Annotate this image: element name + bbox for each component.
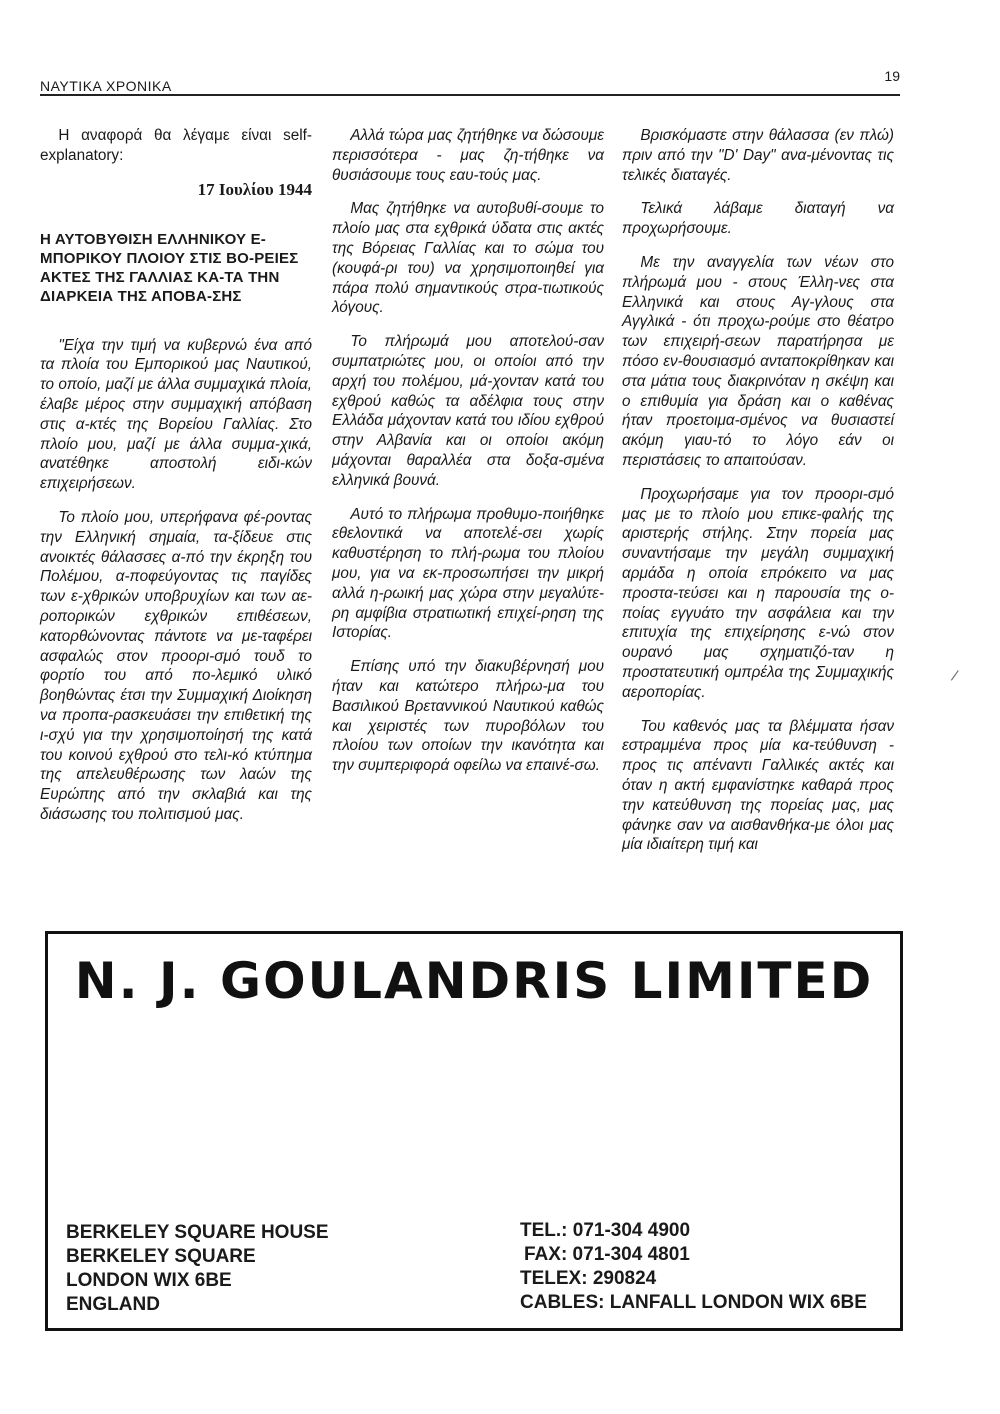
paragraph: Του καθενός μας τα βλέμματα ήσαν εστραμμένα προς μία κα-τεύθυνση - προς τις απέναντι Γαλλικές ακτές και όταν η ακτή εμφανίστηκε καθαρά προς την κατεύθυνση της πορείας μας, μας φάνηκε σαν να αισθανθήκα-με όλοι μας μία ιδιαίτερη τιμή και <box>622 717 894 854</box>
paragraph: Με την αναγγελία των νέων στο πλήρωμά μου - στους Έλλη-νες στα Ελληνικά και στους Αγ-γλους στα Αγγλικά - ότι προχω-ρούμε στο θέατρο των επιχειρή-σεων παρατήρησα με πόσο εν-θουσιασμό ανταποκρίθηκαν και στα μάτια τους διακρινόταν η σκέψη και ο επιθυμία για δράση και ο καθένας ήταν προετοιμα-σμένος να θυσιαστεί ακόμη γιαυ-τό το λόγο εάν οι περιστάσεις το απαιτούσαν. <box>622 253 894 469</box>
intro-text: Η αναφορά θα λέγαμε είναι self-explanatory: <box>40 127 312 164</box>
paragraph: Βρισκόμαστε στην θάλασσα (εν πλώ) πριν από την "D' Day" ανα-μένοντας τις τελικές διαταγές. <box>622 127 894 184</box>
company-contacts <box>520 1219 867 1315</box>
paragraph: "Είχα την τιμή να κυβερνώ ένα από τα πλοία του Εμπορικού μας Ναυτικού, το οποίο, μαζί με άλλα συμμαχικά πλοία, έλαβε μέρος στην συμμαχική απόβαση στις α-κτές της Βορείου Γαλλίας. Στο πλοίο μου, μαζί με άλλα συμμα-χικά, ανατέθηκε αποστολή ειδι-κών επιχειρήσεων. <box>40 336 312 493</box>
advertisement-box <box>45 931 903 1331</box>
paragraph: Το πλοίο μου, υπερήφανα φέ-ροντας την Ελληνική σημαία, τα-ξίδευε στις ανοικτές θάλασσες α-πό την έκρηξη του Πολέμου, α-ποφεύγοντας τις παγίδες των ε-χθρικών υποβρυχίων και των αε-ροπορικών εχθρικών επιθέσεων, κατορθώνοντας πάντοτε να με-ταφέρει ασφαλώς στον προορι-σμό τουδ το φορτίο του από πο-λεμικό υλικό βοηθώντας έτσι την Συμμαχική Διοίκηση να προπα-ρασκευάσει την επιθετική της ι-σχύ για την χρησιμοποίησή της κατά του κοινού εχθρού στο τελι-κό κτύπημα της απελευθέρωσης των λαών της Ευρώπης από την σκλαβιά και της διάσωσης του πολιτισμού μας. <box>40 508 312 823</box>
article-headline: Η ΑΥΤΟΒΥΘΙΣΗ ΕΛΛΗΝΙΚΟΥ Ε-ΜΠΟΡΙΚΟΥ ΠΛΟΙΟΥ ΣΤΙΣ ΒΟ-ΡΕΙΕΣ ΑΚΤΕΣ ΤΗΣ ΓΑΛΛΙΑΣ ΚΑ-ΤΑ ΤΗΝ ΔΙΑΡΚΕΙΑ ΤΗΣ ΑΠΟΒΑ-ΣΗΣ <box>40 230 299 305</box>
column-3 <box>622 126 894 869</box>
paragraph: Μας ζητήθηκε να αυτοβυθί-σουμε το πλοίο μας στα εχθρικά ύδατα στις ακτές της Βόρειας Γαλλίας και το σώμα του (κουφά-ρι του) να χρησιμοποιηθεί για πάρα πολύ σημαντικούς στρα-τιωτικούς λόγους. <box>332 200 604 317</box>
company-name: N. J. GOULANDRIS LIMITED <box>74 952 874 1010</box>
address-line: BERKELEY SQUARE HOUSE <box>66 1222 329 1243</box>
report-date: 17 Ιουλίου 1944 <box>197 179 312 199</box>
contact-line: TEL.: 071-304 4900 <box>520 1220 691 1241</box>
paragraph: Προχωρήσαμε για τον προορι-σμό μας με το πλοίο μου επικε-φαλής της αριστερής στήλης. Στην πορεία μας συναντήσαμε την μεγάλη συμμαχική αρμάδα η οποία επρόκειτο να μας προστα-τεύσει και η παρουσία της ο-ποίας εγγυάτο την ασφάλεια και την επιτυχία της επιχείρησης ε-νώ στον ουρανό μας σχηματιζό-ταν η προστατευτική ομπρέλα της Συμμαχικής αεροπορίας. <box>622 485 894 701</box>
column-1 <box>40 126 312 839</box>
paragraph: Αυτό το πλήρωμα προθυμο-ποιήθηκε εθελοντικά να αποτελέ-σει χωρίς καθυστέρηση το πλή-ρωμα του πλοίου μου, για να εκ-προσωπήσει την μικρή αλλά η-ρωική μας χώρα στην μεγαλύτε-ρη αμφίβια στρατιωτική επιχεί-ρηση της Ιστορίας. <box>332 505 604 642</box>
company-address <box>66 1221 329 1317</box>
address-line: BERKELEY SQUARE <box>66 1246 256 1267</box>
page-header <box>40 68 900 96</box>
magazine-title: ΝΑΥΤΙΚΑ ΧΡΟΝΙΚΑ <box>40 78 172 94</box>
address-line: ENGLAND <box>66 1294 160 1315</box>
page-number: 19 <box>884 68 900 84</box>
paragraph: Επίσης υπό την διακυβέρνησή μου ήταν και κατώτερο πλήρω-μα του Βασιλικού Βρεταννικού Ναυτικού καθώς και χειριστές των πυροβόλων του πλοίου των οποίων την ικανότητα και την συμπεριφορά οφείλω να επαινέ-σω. <box>332 658 604 775</box>
column-2 <box>332 126 604 790</box>
paragraph: Τελικά λάβαμε διαταγή να προχωρήσουμε. <box>622 200 894 238</box>
margin-mark: / <box>949 667 960 686</box>
contact-line: TELEX: 290824 <box>520 1268 657 1289</box>
paragraph: Το πλήρωμά μου αποτελού-σαν συμπατριώτες μου, οι οποίοι από την αρχή του πολέμου, μά-χονταν κατά του εχθρού καθώς τα αδέλφια τους στην Ελλάδα μάχονταν κατά του ιδίου εχθρού στην Αλβανία και οι οποίοι ακόμη μάχονται θαραλλέα στα δοξα-σμένα ελληνικά βουνά. <box>332 333 604 489</box>
address-line: LONDON WIX 6BE <box>66 1270 232 1291</box>
contact-line: CABLES: LANFALL LONDON WIX 6BE <box>520 1292 867 1313</box>
contact-line: FAX: 071-304 4801 <box>524 1244 690 1265</box>
paragraph: Αλλά τώρα μας ζητήθηκε να δώσουμε περισσότερα - μας ζη-τήθηκε να θυσιάσουμε τους εαυ-τούς μας. <box>332 127 604 184</box>
